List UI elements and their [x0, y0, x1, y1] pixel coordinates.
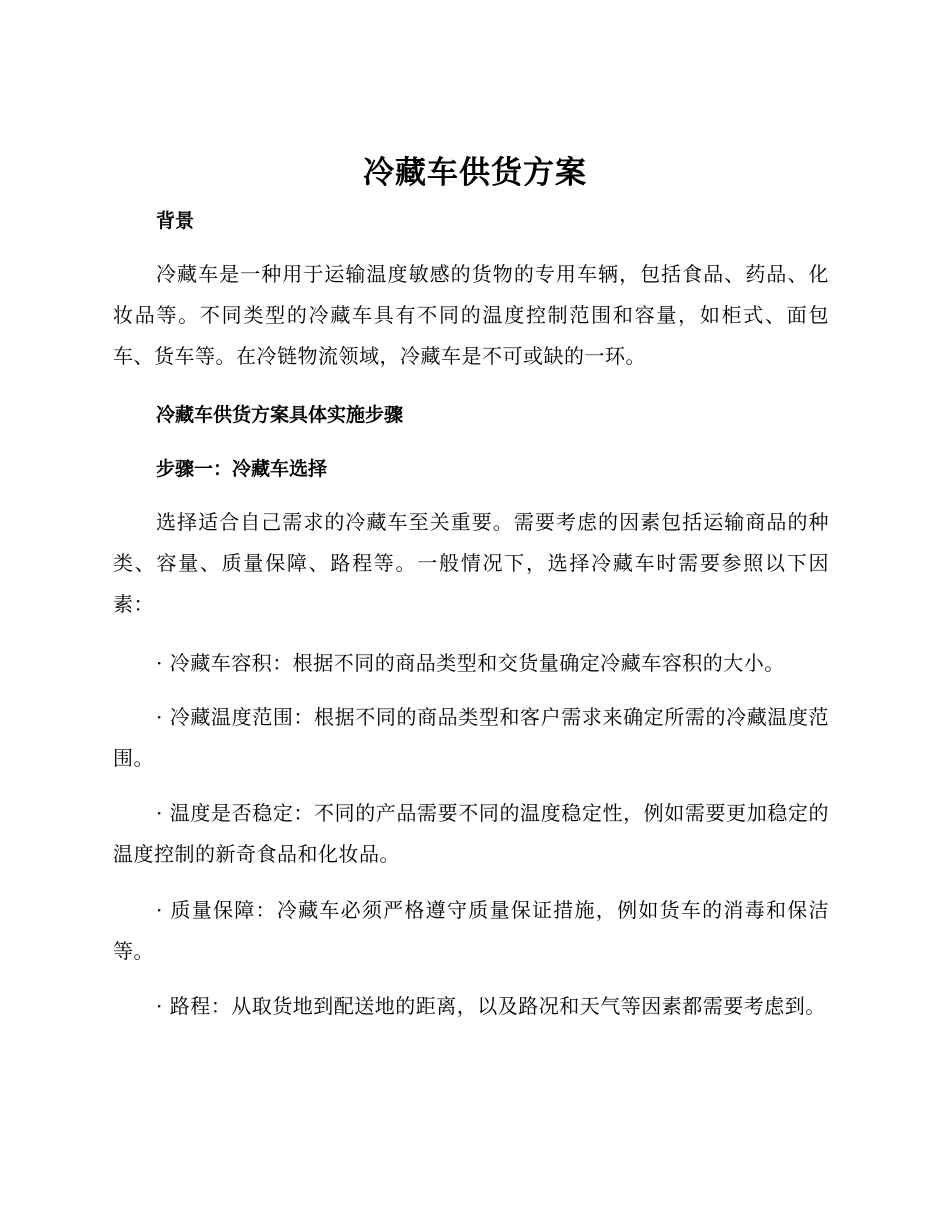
document-title: 冷藏车供货方案: [363, 155, 587, 191]
background-paragraph: 冷藏车是一种用于运输温度敏感的货物的专用车辆，包括食品、药品、化妆品等。不同类型的冷藏车具有不同的温度控制范围和容量，如柜式、面包车、货车等。在冷链物流领域，冷藏车是不可或缺的一环。: [113, 262, 829, 368]
bullet-item-temperature-range: · 冷藏温度范围：根据不同的商品类型和客户需求来确定所需的冷藏温度范围。: [113, 705, 829, 770]
background-heading: 背景: [156, 210, 195, 232]
bullet-item-route: · 路程：从取货地到配送地的距离，以及路况和天气等因素都需要考虑到。: [156, 994, 826, 1018]
bullet-item-volume: · 冷藏车容积：根据不同的商品类型和交货量确定冷藏车容积的大小。: [156, 651, 785, 675]
bullet-item-temperature-stability: · 温度是否稳定：不同的产品需要不同的温度稳定性，例如需要更加稳定的温度控制的新奇食品和化妆品。: [113, 801, 829, 866]
steps-heading: 冷藏车供货方案具体实施步骤: [156, 404, 404, 426]
step1-paragraph: 选择适合自己需求的冷藏车至关重要。需要考虑的因素包括运输商品的种类、容量、质量保障、路程等。一般情况下，选择冷藏车时需要参照以下因素：: [113, 510, 829, 616]
bullet-item-quality-assurance: · 质量保障：冷藏车必须严格遵守质量保证措施，例如货车的消毒和保洁等。: [113, 898, 829, 963]
step1-heading: 步骤一：冷藏车选择: [156, 458, 328, 480]
